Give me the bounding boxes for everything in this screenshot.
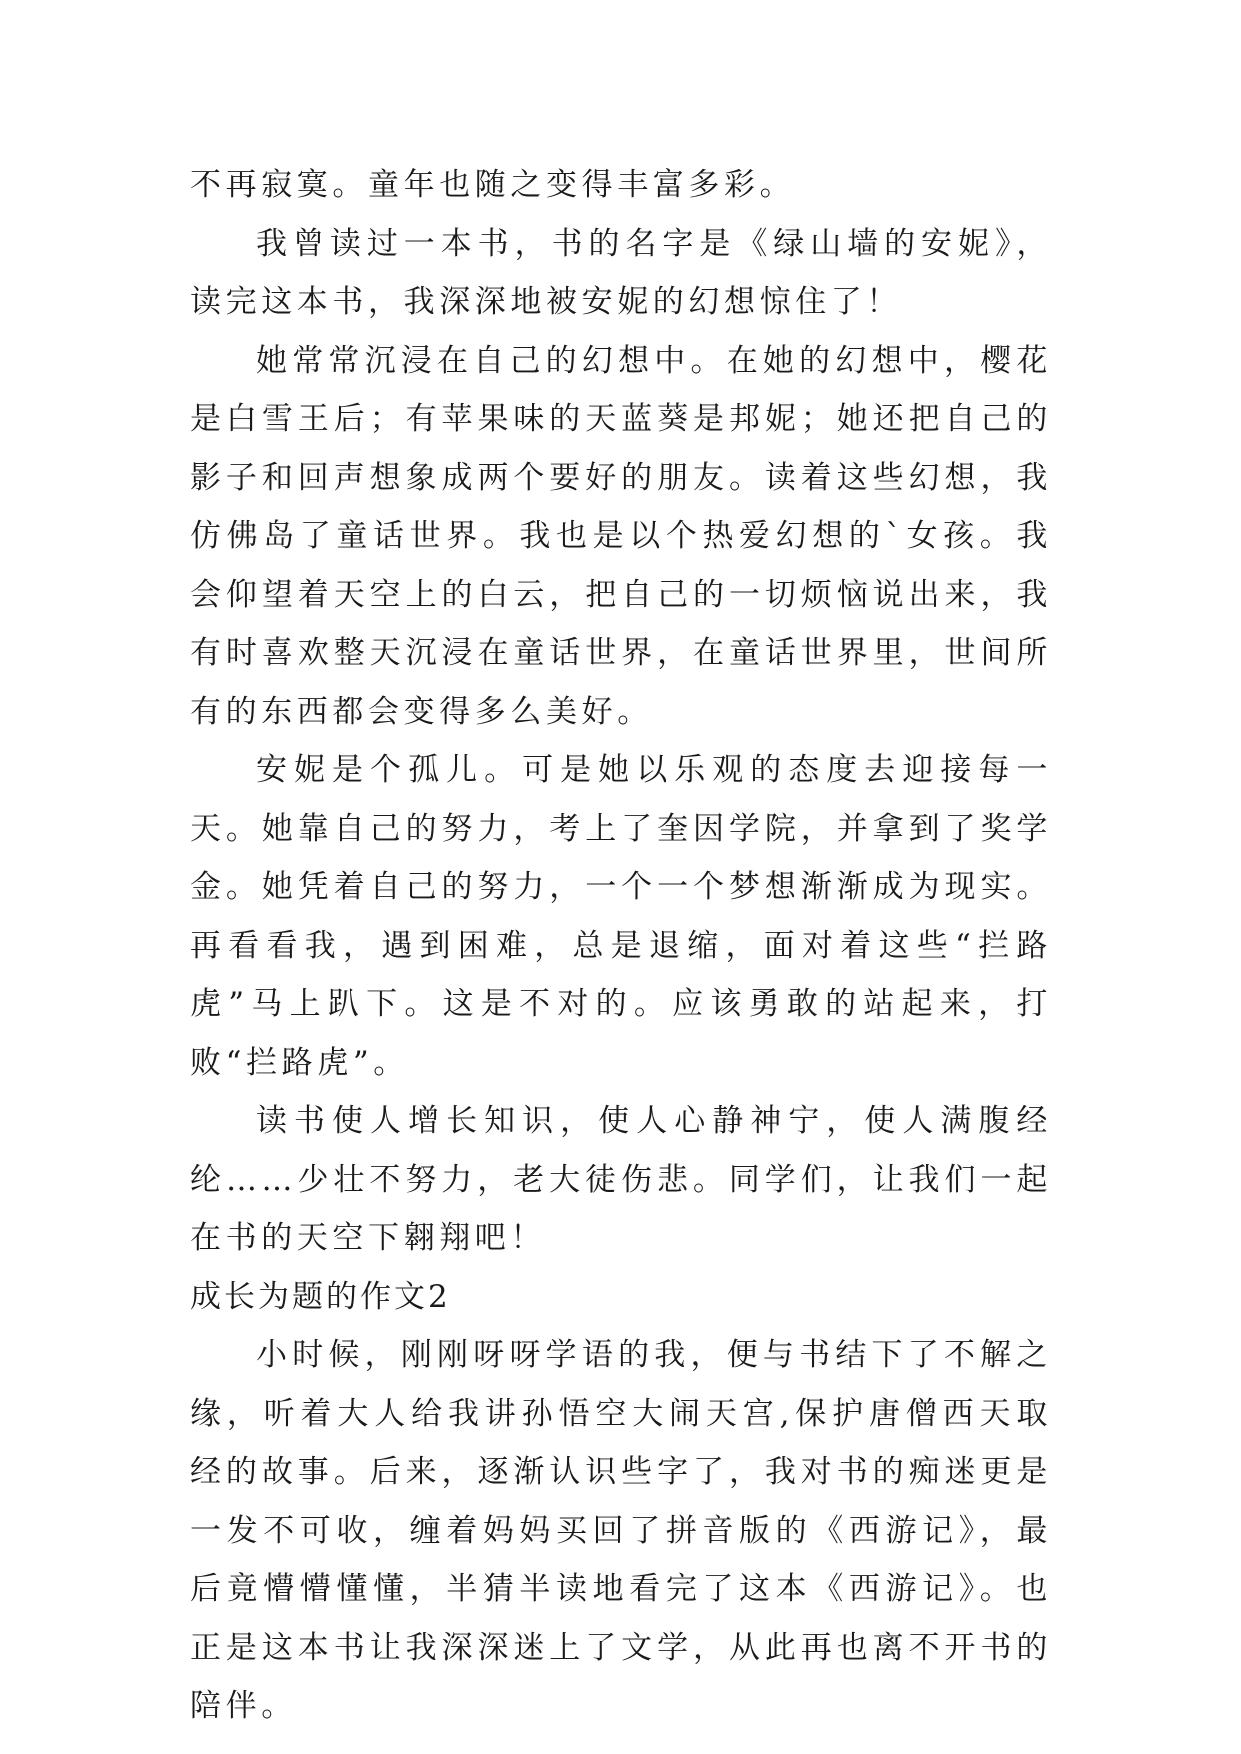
paragraph-continued: 不再寂寞。童年也随之变得丰富多彩。	[190, 167, 796, 203]
document-body	[190, 156, 1052, 1736]
paragraph-conclusion: 读书使人增长知识，使人心静神宁，使人满腹经纶……少壮不努力，老大徒伤悲。同学们，让我们一起在书的天空下翱翔吧！	[190, 1103, 1052, 1256]
paragraph-childhood: 小时候，刚刚呀呀学语的我，便与书结下了不解之缘，听着大人给我讲孙悟空大闹天宫,保护唐僧西天取经的故事。后来，逐渐认识些字了，我对书的痴迷更是一发不可收，缠着妈妈买回了拼音版的《西游记》，最后竟懵懵懂懂，半猜半读地看完了这本《西游记》。也正是这本书让我深深迷上了文学，从此再也离不开书的陪伴。	[190, 1337, 1052, 1724]
paragraph-orphan: 安妮是个孤儿。可是她以乐观的态度去迎接每一天。她靠自己的努力，考上了奎因学院，并拿到了奖学金。她凭着自己的努力，一个一个梦想渐渐成为现实。再看看我，遇到困难，总是退缩，面对着这些“拦路虎”马上趴下。这是不对的。应该勇敢的站起来，打败“拦路虎”。	[190, 752, 1052, 1081]
paragraph-book-intro: 我曾读过一本书，书的名字是《绿山墙的安妮》，读完这本书，我深深地被安妮的幻想惊住了！	[190, 225, 1052, 320]
paragraph-fantasy: 她常常沉浸在自己的幻想中。在她的幻想中，樱花是白雪王后；有苹果味的天蓝葵是邦妮；她还把自己的影子和回声想象成两个要好的朋友。读着这些幻想，我仿佛岛了童话世界。我也是以个热爱幻想的`女孩。我会仰望着天空上的白云，把自己的一切烦恼说出来，我有时喜欢整天沉浸在童话世界，在童话世界里，世间所有的东西都会变得多么美好。	[190, 342, 1052, 730]
section-heading: 成长为题的作文2	[190, 1278, 451, 1315]
